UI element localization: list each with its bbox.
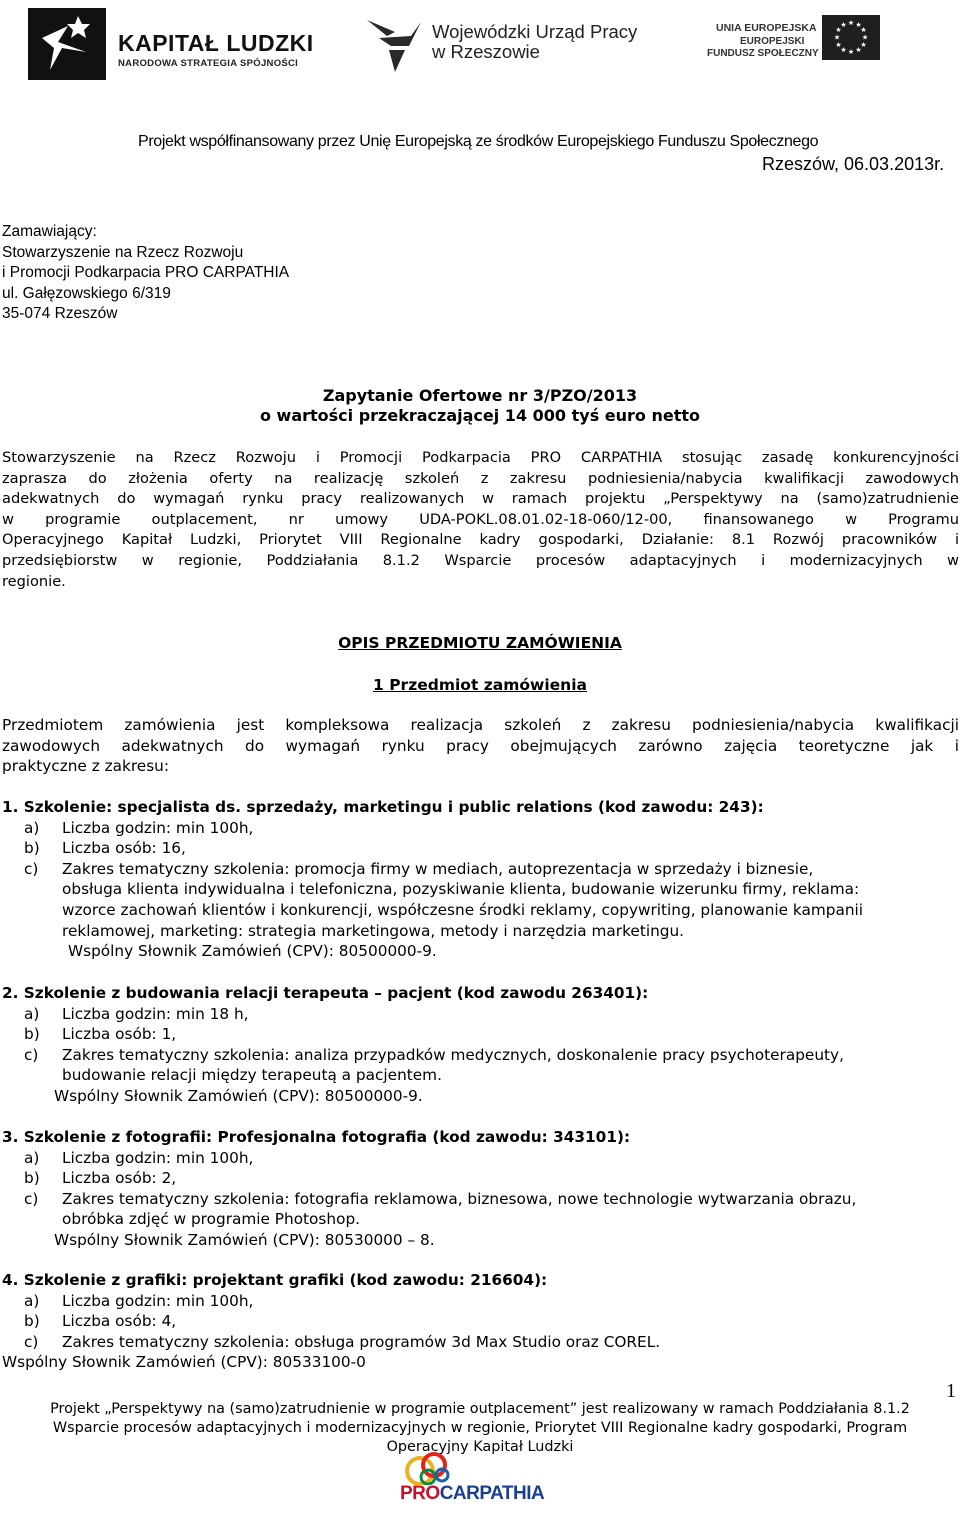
item-label: a) bbox=[24, 818, 40, 837]
item-text: Zakres tematyczny szkolenia: analiza przypadków medycznych, doskonalenie pracy psychoterapeuty, bbox=[62, 1045, 844, 1064]
kapital-ludzki-logo-mark bbox=[28, 8, 106, 80]
footer-line: Projekt „Perspektywy na (samo)zatrudnienie w programie outplacement” jest realizowany w ramach Poddziałania 8.1.2 bbox=[50, 1401, 910, 1417]
subject-line: Przedmiotem zamówienia jest kompleksowa realizacja szkoleń z zakresu podniesienia/nabycia kwalifikacji bbox=[2, 716, 959, 734]
svg-text:★: ★ bbox=[861, 33, 869, 42]
training-hours bbox=[2, 1291, 959, 1312]
training-heading: 3. Szkolenie z fotografii: Profesjonalna fotografia (kod zawodu: 343101): bbox=[2, 1128, 631, 1146]
item-label: a) bbox=[24, 1291, 40, 1310]
item-label: a) bbox=[24, 1004, 40, 1023]
ue-logo-line2: EUROPEJSKI bbox=[740, 36, 805, 47]
item-label: c) bbox=[24, 859, 39, 878]
training-hours bbox=[2, 1148, 959, 1169]
intro-line: Stowarzyszenie na Rzecz Rozwoju i Promocji Podkarpacia PRO CARPATHIA stosując zasadę konkurencyjności bbox=[2, 449, 959, 466]
training-scope bbox=[2, 1189, 959, 1210]
eu-flag-icon bbox=[822, 15, 880, 60]
item-text: Liczba osób: 1, bbox=[62, 1025, 177, 1044]
item-label: b) bbox=[24, 1169, 40, 1188]
intro-line: regionie. bbox=[2, 572, 66, 590]
footer-line: Wsparcie procesów adaptacyjnych i modernizacyjnych w regionie, Priorytet VIII Regionalne kadry gospodarki, Program bbox=[52, 1420, 908, 1436]
ordering-party-label: Zamawiający: bbox=[2, 223, 97, 240]
svg-text:★: ★ bbox=[835, 26, 842, 34]
subject-line: praktyczne z zakresu: bbox=[2, 757, 170, 776]
training-participants bbox=[2, 1311, 959, 1332]
item-text: Liczba osób: 16, bbox=[62, 839, 186, 858]
svg-text:★: ★ bbox=[833, 33, 841, 42]
training-participants bbox=[2, 1168, 959, 1189]
wup-subtitle: w Rzeszowie bbox=[432, 41, 540, 62]
item-label: a) bbox=[24, 1148, 40, 1167]
svg-text:★: ★ bbox=[860, 41, 867, 49]
wup-logo-mark bbox=[365, 14, 425, 80]
item-text: Liczba godzin: min 18 h, bbox=[62, 1004, 249, 1023]
svg-text:★: ★ bbox=[835, 41, 842, 49]
document-date: Rzeszów, 06.03.2013r. bbox=[762, 154, 945, 174]
bird-icon bbox=[365, 14, 425, 76]
training-participants bbox=[2, 1024, 959, 1045]
item-label: c) bbox=[24, 1332, 39, 1351]
ue-logo-line3: FUNDUSZ SPOŁECZNY bbox=[707, 48, 819, 59]
training-participants bbox=[2, 838, 959, 859]
svg-text:★: ★ bbox=[847, 19, 855, 27]
intro-line: zaprasza do złożenia oferty na realizację szkoleń z zakresu podniesienia/nabycia kwalifikacji zawodowych bbox=[2, 469, 959, 487]
training-2 bbox=[2, 983, 959, 1107]
star-icon bbox=[28, 8, 106, 80]
training-scope-line: obsługa klienta indywidualna i telefoniczna, pozyskiwanie klienta, budowanie wizerunku firmy, reklama: bbox=[62, 880, 860, 899]
training-scope-line: reklamowej, marketing: strategia marketingowa, metody i narzędzia marketingu. bbox=[62, 921, 685, 940]
svg-text:★: ★ bbox=[847, 48, 855, 56]
item-label: c) bbox=[24, 1189, 39, 1208]
training-scope-line: budowanie relacji między terapeutą a pacjentem. bbox=[62, 1066, 442, 1085]
training-3 bbox=[2, 1127, 959, 1251]
item-label: b) bbox=[24, 1312, 40, 1331]
subject-paragraph bbox=[2, 715, 959, 777]
item-text: Liczba osób: 4, bbox=[62, 1312, 177, 1331]
svg-text:★: ★ bbox=[840, 21, 847, 29]
subject-heading: 1 Przedmiot zamówienia bbox=[373, 676, 587, 694]
address-line: Stowarzyszenie na Rzecz Rozwoju bbox=[2, 243, 244, 261]
item-text: Zakres tematyczny szkolenia: fotografia reklamowa, biznesowa, nowe technologie wytwarzania obrazu, bbox=[62, 1189, 857, 1208]
logo-pro: PRO bbox=[400, 1483, 440, 1504]
wup-title: Wojewódzki Urząd Pracy bbox=[432, 21, 638, 42]
cpv-code: Wspólny Słownik Zamówień (CPV): 80500000-9. bbox=[68, 942, 437, 961]
svg-text:★: ★ bbox=[855, 46, 862, 54]
item-text: Liczba godzin: min 100h, bbox=[62, 1291, 254, 1310]
training-hours bbox=[2, 818, 959, 839]
svg-text:★: ★ bbox=[855, 21, 862, 29]
training-4 bbox=[2, 1270, 959, 1373]
intro-line: Operacyjnego Kapitał Ludzki, Priorytet VIII Regionalne kadry gospodarki, Działanie: 8.1 Rozwój pracowników i bbox=[2, 531, 959, 549]
training-scope bbox=[2, 1332, 959, 1353]
training-scope-line: obróbka zdjęć w programie Photoshop. bbox=[62, 1210, 361, 1229]
training-scope bbox=[2, 1045, 959, 1066]
item-text: Zakres tematyczny szkolenia: obsługa programów 3d Max Studio oraz COREL. bbox=[62, 1332, 661, 1351]
cpv-code: Wspólny Słownik Zamówień (CPV): 80500000-9. bbox=[54, 1086, 423, 1105]
training-hours bbox=[2, 1004, 959, 1025]
address-line: 35-074 Rzeszów bbox=[2, 305, 118, 323]
item-label: c) bbox=[24, 1045, 39, 1064]
page-number: 1 bbox=[946, 1380, 956, 1402]
section-heading: OPIS PRZEDMIOTU ZAMÓWIENIA bbox=[338, 634, 622, 652]
intro-line: przedsiębiorstw w regionie, Poddziałania 8.1.2 Wsparcie procesów adaptacyjnych i modernizacyjnych w bbox=[2, 551, 959, 569]
training-1 bbox=[2, 797, 959, 962]
intro-paragraph bbox=[2, 448, 959, 592]
document-title: Zapytanie Ofertowe nr 3/PZO/2013 bbox=[322, 386, 638, 405]
item-text: Liczba osób: 2, bbox=[62, 1169, 177, 1188]
ue-logo-line1: UNIA EUROPEJSKA bbox=[716, 22, 817, 34]
document-subtitle: o wartości przekraczającej 14 000 tyś euro netto bbox=[259, 406, 701, 425]
svg-text:★: ★ bbox=[840, 46, 847, 54]
logo-carpathia: CARPATHIA bbox=[439, 1483, 545, 1504]
colored-circles-icon bbox=[400, 1451, 560, 1485]
procarpathia-wordmark bbox=[400, 1483, 544, 1505]
intro-line: adekwatnych do wymagań rynku pracy realizowanych w ramach projektu „Perspektywy na (samo)zatrudnienie bbox=[2, 490, 959, 508]
item-text: Liczba godzin: min 100h, bbox=[62, 1148, 254, 1167]
training-scope bbox=[2, 859, 959, 880]
item-label: b) bbox=[24, 1025, 40, 1044]
svg-text:★: ★ bbox=[860, 26, 867, 34]
intro-line: w programie outplacement, nr umowy UDA-POKL.08.01.02-18-060/12-00, finansowanego w Programu bbox=[2, 510, 959, 528]
ordering-party-block bbox=[2, 222, 289, 325]
subject-line: zawodowych adekwatnych do wymagań rynku pracy obejmujących zarówno zajęcia teoretyczne jak i bbox=[2, 736, 959, 755]
item-text: Zakres tematyczny szkolenia: promocja firmy w mediach, autoprezentacja w sprzedaży i biznesie, bbox=[62, 859, 814, 878]
address-line: ul. Gałęzowskiego 6/319 bbox=[2, 284, 171, 302]
address-line: i Promocji Podkarpacia PRO CARPATHIA bbox=[2, 264, 290, 282]
cofinancing-note: Projekt współfinansowany przez Unię Europejską ze środków Europejskiego Funduszu Społecznego bbox=[138, 133, 819, 150]
training-heading: 2. Szkolenie z budowania relacji terapeuta – pacjent (kod zawodu 263401): bbox=[2, 984, 649, 1002]
cpv-code: Wspólny Słownik Zamówień (CPV): 80533100-0 bbox=[2, 1353, 366, 1372]
training-heading: 4. Szkolenie z grafiki: projektant grafiki (kod zawodu: 216604): bbox=[2, 1271, 548, 1289]
footer-note bbox=[0, 1400, 960, 1457]
training-scope-line: wzorce zachowań klientów i konkurencji, współczesne środki reklamy, copywriting, planowanie kampanii bbox=[62, 900, 864, 919]
training-heading: 1. Szkolenie: specjalista ds. sprzedaży, marketingu i public relations (kod zawodu: 243): bbox=[2, 798, 764, 816]
kapital-ludzki-title: KAPITAŁ LUDZKI bbox=[118, 30, 314, 56]
item-text: Liczba godzin: min 100h, bbox=[62, 818, 254, 837]
kapital-ludzki-subtitle: NARODOWA STRATEGIA SPÓJNOŚCI bbox=[118, 58, 299, 69]
procarpathia-logo bbox=[400, 1451, 560, 1509]
cpv-code: Wspólny Słownik Zamówień (CPV): 80530000 – 8. bbox=[54, 1230, 435, 1249]
item-label: b) bbox=[24, 839, 40, 858]
footer-line: Operacyjny Kapitał Ludzki bbox=[386, 1439, 574, 1455]
